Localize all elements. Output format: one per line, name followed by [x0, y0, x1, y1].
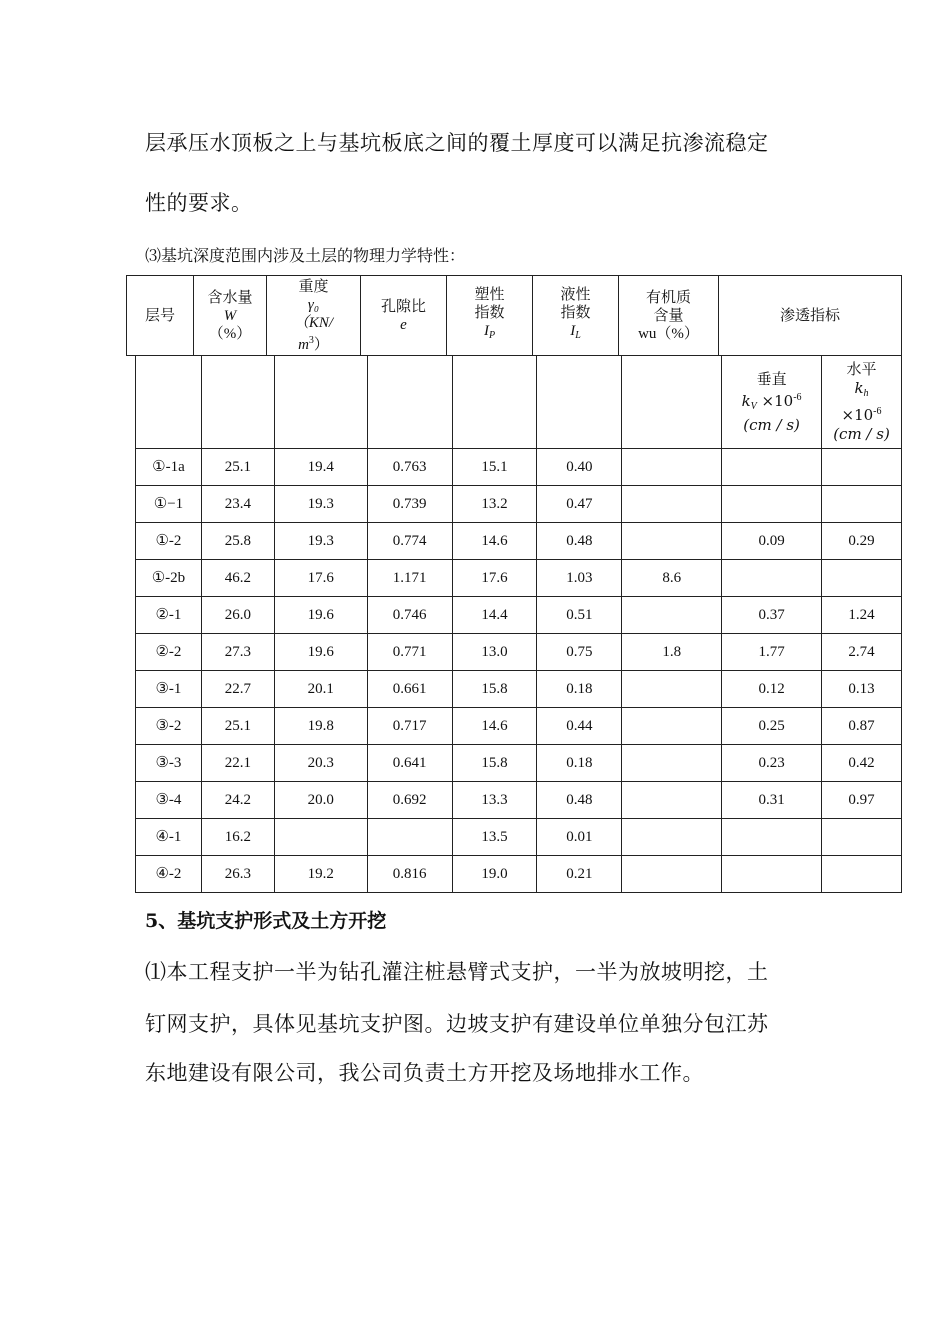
table-cell: 26.0	[201, 597, 274, 634]
table-cell: 0.661	[367, 671, 452, 708]
table-cell: 1.77	[722, 634, 822, 671]
table-cell: 0.51	[537, 597, 622, 634]
table-cell: 46.2	[201, 560, 274, 597]
table-cell	[622, 486, 722, 523]
table-cell: 19.0	[452, 856, 537, 893]
table-cell: 27.3	[201, 634, 274, 671]
table-cell: 1.8	[622, 634, 722, 671]
table-cell: 17.6	[274, 560, 367, 597]
table-cell: 0.37	[722, 597, 822, 634]
table-cell	[822, 856, 902, 893]
layer-cell: ③-4	[136, 782, 202, 819]
table-cell	[822, 449, 902, 486]
layer-cell: ③-3	[136, 745, 202, 782]
table-cell: 0.29	[822, 523, 902, 560]
table-cell: 23.4	[201, 486, 274, 523]
table-cell	[822, 819, 902, 856]
section-heading: 5、基坑支护形式及土方开挖	[145, 910, 387, 932]
table-cell: 15.1	[452, 449, 537, 486]
table-cell: 25.8	[201, 523, 274, 560]
table-cell: 0.75	[537, 634, 622, 671]
table-row	[136, 671, 902, 708]
table-caption: ⑶基坑深度范围内涉及土层的物理力学特性：	[145, 246, 466, 265]
table-cell: 19.3	[274, 523, 367, 560]
section-paragraph-line-1: ⑴本工程支护一半为钻孔灌注桩悬臂式支护，一半为放坡明挖，土	[145, 960, 769, 984]
table-cell	[722, 560, 822, 597]
header-void-ratio: 孔隙比 e	[361, 276, 447, 356]
header-organic: 有机质 含量 wu（%）	[619, 276, 719, 356]
table-cell: 15.8	[452, 745, 537, 782]
table-cell	[622, 782, 722, 819]
table-cell: 0.12	[722, 671, 822, 708]
table-cell: 13.5	[452, 819, 537, 856]
soil-properties-table	[135, 355, 902, 893]
table-cell: 17.6	[452, 560, 537, 597]
intro-line-2: 性的要求。	[145, 191, 253, 215]
table-cell	[274, 819, 367, 856]
header-weight: 重度 γ₀ （KN/ $m^3$）	[267, 276, 361, 356]
table-cell: 0.23	[722, 745, 822, 782]
table-row	[136, 819, 902, 856]
table-cell: 0.44	[537, 708, 622, 745]
table-cell	[622, 708, 722, 745]
table-cell	[822, 486, 902, 523]
table-cell: 0.87	[822, 708, 902, 745]
table-cell: 2.74	[822, 634, 902, 671]
layer-cell: ②-1	[136, 597, 202, 634]
table-cell	[622, 449, 722, 486]
header-permeability: 渗透指标	[719, 276, 902, 356]
table-cell: 15.8	[452, 671, 537, 708]
layer-cell: ①-1a	[136, 449, 202, 486]
table-cell: 0.746	[367, 597, 452, 634]
table-cell: 0.717	[367, 708, 452, 745]
table-row	[136, 449, 902, 486]
table-cell: 0.774	[367, 523, 452, 560]
table-cell: 0.42	[822, 745, 902, 782]
table-cell: 0.763	[367, 449, 452, 486]
layer-cell: ②-2	[136, 634, 202, 671]
layer-cell: ①-2	[136, 523, 202, 560]
section-paragraph-line-2: 钉网支护，具体见基坑支护图。边坡支护有建设单位单独分包江苏	[145, 1012, 769, 1036]
table-cell: 19.2	[274, 856, 367, 893]
layer-cell: ③-1	[136, 671, 202, 708]
table-row	[136, 597, 902, 634]
table-cell: 0.48	[537, 523, 622, 560]
table-row	[136, 708, 902, 745]
table-cell: 0.18	[537, 671, 622, 708]
table-cell	[722, 819, 822, 856]
header-water: 含水量 W （%）	[194, 276, 267, 356]
layer-cell: ①−1	[136, 486, 202, 523]
table-cell	[367, 819, 452, 856]
table-cell: 0.739	[367, 486, 452, 523]
table-cell	[722, 449, 822, 486]
layer-cell: ④-2	[136, 856, 202, 893]
header-plastic-index: 塑性 指数 $I_P$	[447, 276, 533, 356]
table-row	[136, 634, 902, 671]
table-cell: 0.09	[722, 523, 822, 560]
table-cell	[622, 856, 722, 893]
table-cell: 19.6	[274, 634, 367, 671]
table-row	[136, 856, 902, 893]
table-cell: 14.6	[452, 523, 537, 560]
table-cell	[622, 597, 722, 634]
layer-cell: ①-2b	[136, 560, 202, 597]
table-cell: 0.18	[537, 745, 622, 782]
table-cell: 13.2	[452, 486, 537, 523]
table-cell: 0.816	[367, 856, 452, 893]
table-row	[136, 486, 902, 523]
table-cell	[822, 560, 902, 597]
table-cell: 1.171	[367, 560, 452, 597]
table-cell: 19.4	[274, 449, 367, 486]
table-cell	[722, 486, 822, 523]
table-row	[136, 560, 902, 597]
header-vertical: 垂直 $k_V \times 10^{-6}$ (cm / s)	[722, 356, 822, 449]
table-cell: 14.6	[452, 708, 537, 745]
table-cell: 16.2	[201, 819, 274, 856]
table-cell: 0.771	[367, 634, 452, 671]
subheader-row	[136, 356, 902, 449]
table-cell: 8.6	[622, 560, 722, 597]
table-cell: 0.13	[822, 671, 902, 708]
table-cell: 0.31	[722, 782, 822, 819]
table-body	[136, 449, 902, 893]
table-cell: 0.48	[537, 782, 622, 819]
table-cell: 0.01	[537, 819, 622, 856]
table-header-row	[126, 275, 902, 356]
section-paragraph-line-3: 东地建设有限公司，我公司负责土方开挖及场地排水工作。	[145, 1061, 704, 1085]
table-cell: 24.2	[201, 782, 274, 819]
table-cell: 0.97	[822, 782, 902, 819]
table-cell: 22.7	[201, 671, 274, 708]
table-cell: 25.1	[201, 449, 274, 486]
table-cell: 19.3	[274, 486, 367, 523]
table-cell: 0.25	[722, 708, 822, 745]
intro-line-1: 层承压水顶板之上与基坑板底之间的覆土厚度可以满足抗渗流稳定	[145, 131, 769, 155]
table-cell: 0.21	[537, 856, 622, 893]
table-cell: 1.24	[822, 597, 902, 634]
table-row	[136, 745, 902, 782]
table-cell	[722, 856, 822, 893]
table-cell: 0.40	[537, 449, 622, 486]
table-cell: 1.03	[537, 560, 622, 597]
table-cell: 0.641	[367, 745, 452, 782]
table-cell: 20.3	[274, 745, 367, 782]
layer-cell: ④-1	[136, 819, 202, 856]
layer-cell: ③-2	[136, 708, 202, 745]
header-layer: 层号	[127, 276, 194, 356]
table-cell: 0.692	[367, 782, 452, 819]
table-cell: 26.3	[201, 856, 274, 893]
table-cell: 19.8	[274, 708, 367, 745]
table-cell: 14.4	[452, 597, 537, 634]
header-horizontal: 水平 $k_h$ $\times 10^{-6}$ (cm / s)	[822, 356, 902, 449]
table-cell: 13.3	[452, 782, 537, 819]
table-cell: 20.1	[274, 671, 367, 708]
table-cell	[622, 819, 722, 856]
header-liquid-index: 液性 指数 $I_L$	[533, 276, 619, 356]
table-row	[136, 523, 902, 560]
table-cell: 19.6	[274, 597, 367, 634]
table-cell: 25.1	[201, 708, 274, 745]
table-cell	[622, 523, 722, 560]
table-cell: 20.0	[274, 782, 367, 819]
table-cell: 0.47	[537, 486, 622, 523]
table-cell: 13.0	[452, 634, 537, 671]
table-row	[136, 782, 902, 819]
table-cell	[622, 671, 722, 708]
table-cell: 22.1	[201, 745, 274, 782]
table-cell	[622, 745, 722, 782]
